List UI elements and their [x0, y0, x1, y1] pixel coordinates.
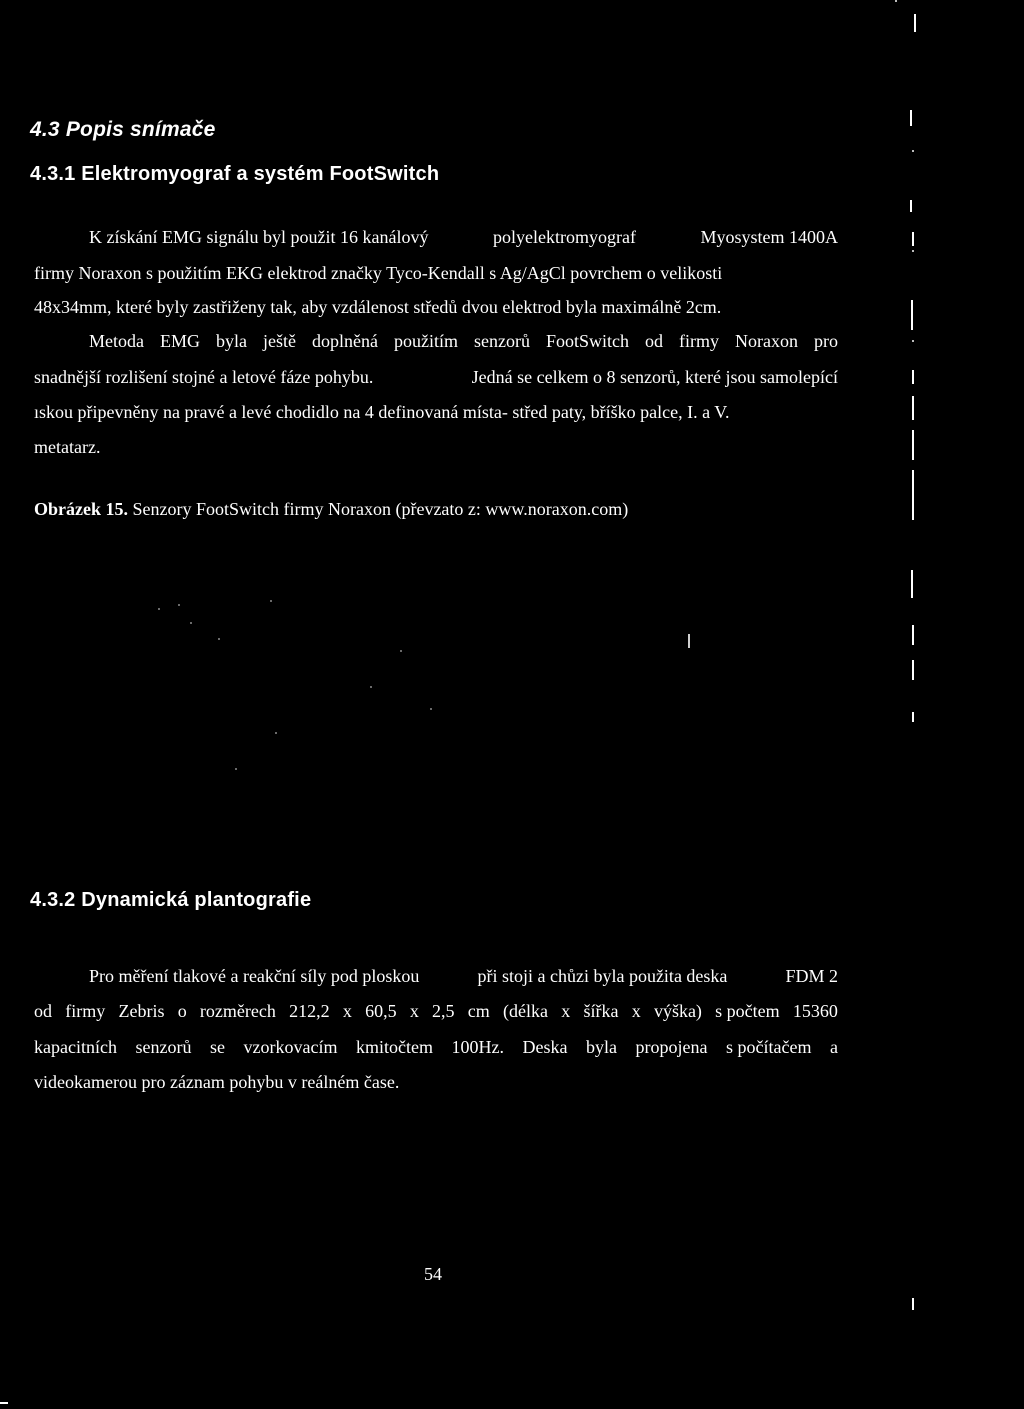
paragraph-emg-line	[89, 226, 838, 248]
text-segment: od	[34, 1001, 52, 1021]
text-segment: výška)	[653, 1001, 702, 1021]
subsection-heading-plantography: 4.3.2 Dynamická plantografie	[30, 889, 312, 911]
text-segment: se	[209, 1037, 225, 1057]
text-segment: od	[644, 331, 663, 351]
text-segment: FootSwitch	[545, 331, 629, 351]
text-segment: polyelektromyograf	[492, 227, 636, 247]
text-segment: firmy	[65, 1001, 106, 1021]
text-segment: byla	[586, 1037, 617, 1057]
text-segment: x	[631, 1001, 641, 1021]
paragraph-footswitch-line: metatarz.	[34, 437, 101, 457]
text-segment: šířka	[583, 1001, 619, 1021]
text-segment: (délka	[503, 1001, 548, 1021]
text-segment: kapacitních	[34, 1037, 117, 1057]
text-segment: 2,5	[432, 1001, 455, 1021]
text-segment: FDM 2	[785, 966, 838, 986]
text-segment: vzorkovacím	[243, 1037, 338, 1057]
paragraph-footswitch-line	[34, 366, 838, 388]
text-segment: s počtem	[715, 1001, 780, 1021]
paragraph-emg-line: 48x34mm, které byly zastřiženy tak, aby vzdálenost středů dvou elektrod byla maximálně 2cm.	[34, 297, 722, 317]
text-segment: 100Hz.	[451, 1037, 504, 1057]
section-heading	[30, 118, 216, 142]
text-segment: Jedná se celkem o 8 senzorů, které jsou samolepící	[471, 367, 838, 387]
figure-caption-label: Obrázek 15.	[34, 499, 128, 519]
text-segment: Noraxon	[734, 331, 798, 351]
text-segment: Myosystem 1400A	[700, 227, 838, 247]
text-segment: 15360	[792, 1001, 838, 1021]
subsection-heading-emg: 4.3.1 Elektromyograf a systém FootSwitch	[30, 163, 440, 185]
text-segment: EMG	[159, 331, 200, 351]
figure-caption-text: Senzory FootSwitch firmy Noraxon (převzato z: www.noraxon.com)	[128, 499, 629, 519]
text-segment: byla	[215, 331, 247, 351]
text-segment: firmy	[678, 331, 719, 351]
text-segment: firmy Noraxon s použitím EKG elektrod značky Tyco-Kendall s Ag/AgCl povrchem o velikosti	[34, 263, 723, 283]
paragraph-footswitch-line	[89, 330, 838, 352]
section-number: 4.3	[30, 118, 60, 141]
text-segment: senzorů	[473, 331, 530, 351]
text-segment: použitím	[393, 331, 458, 351]
text-segment: senzorů	[135, 1037, 192, 1057]
paragraph-plantography-line: videokamerou pro záznam pohybu v reálném čase.	[34, 1072, 400, 1092]
figure-caption	[34, 499, 628, 520]
text-segment: rozměrech	[199, 1001, 276, 1021]
text-segment: Deska	[522, 1037, 568, 1057]
paragraph-emg-line	[34, 262, 838, 284]
paragraph-plantography-line	[34, 1000, 838, 1022]
text-segment: ještě	[262, 331, 296, 351]
text-segment: Pro měření tlakové a reakční síly pod ploskou	[89, 966, 420, 986]
text-segment: Metoda	[89, 331, 144, 351]
paragraph-plantography-line	[89, 965, 838, 987]
text-segment: a	[830, 1037, 838, 1057]
section-title: Popis snímače	[65, 118, 216, 141]
text-segment: K získání EMG signálu byl použit 16 kanálový	[89, 227, 429, 247]
text-segment: propojena	[635, 1037, 708, 1057]
page-number: 54	[424, 1264, 442, 1284]
text-segment: 60,5	[365, 1001, 397, 1021]
text-segment: doplněná	[311, 331, 378, 351]
text-segment: s počítačem	[726, 1037, 812, 1057]
text-segment: kmitočtem	[355, 1037, 433, 1057]
paragraph-plantography-line	[34, 1036, 838, 1058]
text-segment: x	[561, 1001, 571, 1021]
figure-footswitch-image	[140, 560, 740, 810]
paragraph-footswitch-line	[34, 401, 838, 423]
text-segment: Zebris	[118, 1001, 165, 1021]
text-segment: cm	[467, 1001, 490, 1021]
text-segment: ıskou připevněny na pravé a levé chodidlo na 4 definovaná místa- střed paty, bříško palce, I. a V.	[34, 402, 730, 422]
text-segment: x	[342, 1001, 352, 1021]
text-segment: o	[177, 1001, 187, 1021]
text-segment: 212,2	[289, 1001, 330, 1021]
text-segment: x	[409, 1001, 419, 1021]
text-segment: při stoji a chůzi byla použita deska	[477, 966, 728, 986]
text-segment: snadnější rozlišení stojné a letové fáze pohybu.	[34, 367, 374, 387]
text-segment: pro	[813, 331, 838, 351]
